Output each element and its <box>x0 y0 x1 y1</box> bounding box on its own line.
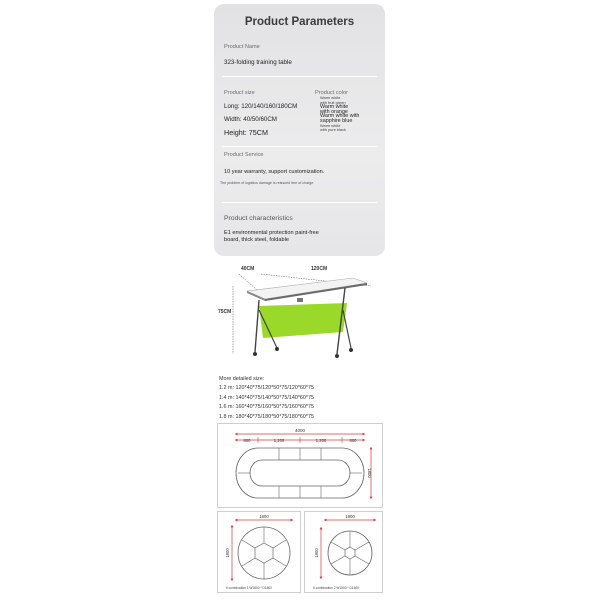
color-line: sapphire blue <box>320 117 353 124</box>
height-label: 75CM <box>218 309 232 315</box>
oval-layout-drawing <box>218 424 382 507</box>
color-line: Warm white with <box>320 113 360 120</box>
color-line: with pure black <box>320 127 346 133</box>
oval-seg-label: 800 <box>243 438 251 443</box>
color-line: with orange <box>320 108 348 115</box>
size-height: Height: 75CM <box>224 128 268 137</box>
small-caption: 6 combination 2 W1500 * D1600 <box>313 586 359 590</box>
size-width: Width: 40/50/60CM <box>224 116 277 123</box>
product-service-label: Product Service <box>224 152 264 158</box>
hex-layout-panel <box>217 511 301 593</box>
detailed-sizes <box>219 375 389 422</box>
small-layout-panel <box>304 511 383 593</box>
characteristics-line-2: board, thick steel, foldable <box>224 237 289 243</box>
small-layout-drawing <box>305 512 382 592</box>
divider <box>222 76 377 77</box>
detail-row: 1.4 m: 140*40*75/140*50*75/140*60*75 <box>219 394 315 401</box>
color-line: Warm white <box>320 95 341 100</box>
divider <box>222 146 377 147</box>
oval-seg-label: 800 <box>349 438 357 443</box>
oval-layout-panel <box>217 423 383 508</box>
product-characteristics-label: Product characteristics <box>224 215 293 222</box>
oval-seg-label: 1,200 <box>315 438 327 443</box>
table-dimension-drawing <box>225 270 375 365</box>
depth-label: 40CM <box>241 266 255 272</box>
service-value: 10 year warranty, support customization. <box>224 169 325 175</box>
product-parameters-card <box>214 4 385 256</box>
green-modesty-panel <box>259 303 347 338</box>
detail-row: 1.8 m: 180*40*75/180*50*75/180*60*75 <box>219 413 315 420</box>
color-line: with fruit green <box>320 99 346 105</box>
hex-layout-drawing <box>218 512 300 592</box>
characteristics-line-1: E1 environmental protection paint-free <box>224 230 319 236</box>
details-heading: More detailed size: <box>219 376 265 382</box>
small-height-label: 1800 <box>314 548 319 558</box>
length-label: 120CM <box>311 266 328 272</box>
divider <box>222 202 377 203</box>
detail-row: 1.6 m: 160*40*75/160*50*75/160*60*75 <box>219 404 315 411</box>
hex-width-label: 1800 <box>259 514 269 519</box>
hex-height-label: 1800 <box>225 548 230 558</box>
service-note: The problem of logistics damage is reissued free of charge. <box>220 181 315 185</box>
product-size-label: Product size <box>224 90 255 96</box>
oval-side-label: 1800 <box>367 468 372 478</box>
card-title: Product Parameters <box>244 16 355 28</box>
color-list <box>320 96 376 133</box>
color-line: Warm white <box>320 104 349 111</box>
product-name-value: 323-folding training table <box>224 59 292 66</box>
product-name-label: Product Name <box>224 44 260 50</box>
size-long: Long: 120/140/160/180CM <box>224 103 298 110</box>
detail-row: 1.2 m: 120*40*75/120*50*75/120*60*75 <box>219 385 315 392</box>
hex-caption: 6 combination 1 W1800 * D1800 <box>226 586 272 590</box>
oval-seg-label: 1,200 <box>273 438 285 443</box>
oval-total-label: 4000 <box>294 428 306 433</box>
color-line: Warm white <box>320 122 341 128</box>
product-color-label: Product color <box>315 90 348 96</box>
small-width-label: 1800 <box>345 514 355 519</box>
